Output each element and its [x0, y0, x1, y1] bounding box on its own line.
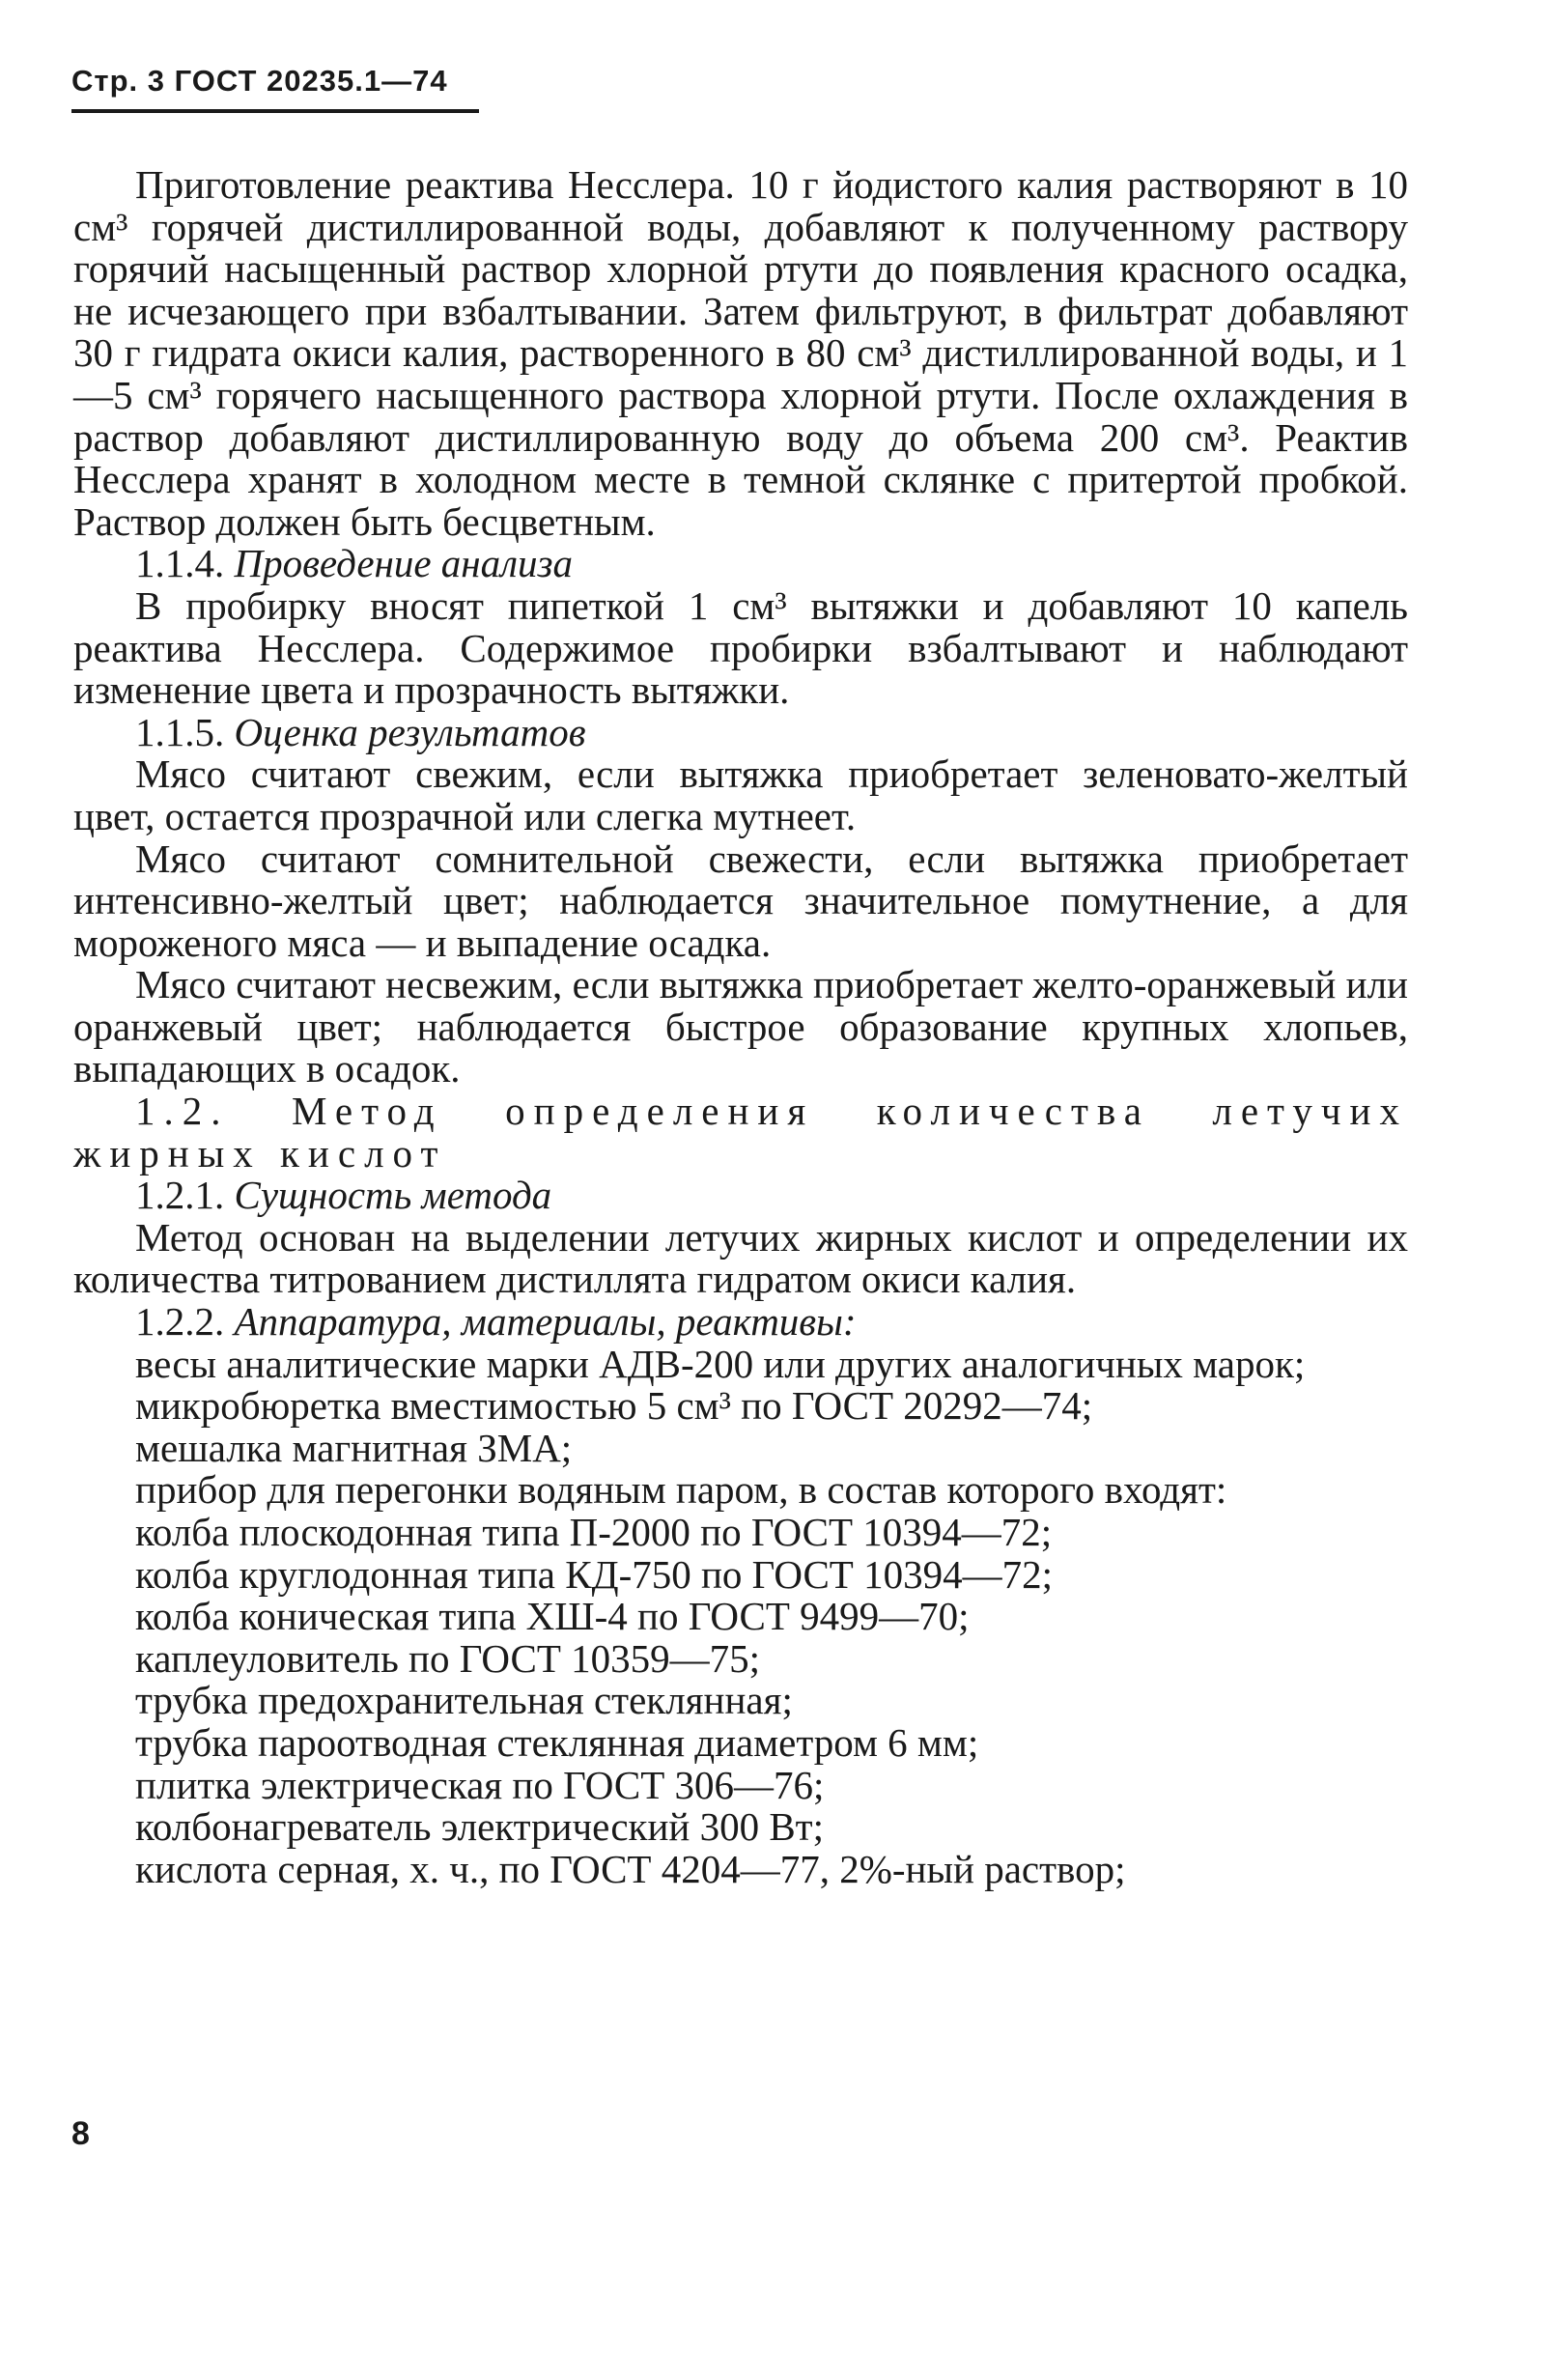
list-item: каплеуловитель по ГОСТ 10359—75;	[135, 1635, 761, 1681]
section-heading-1-2-line2: жирных кислот	[73, 1130, 447, 1176]
paragraph-nessler-preparation: Приготовление реактива Несслера. 10 г йодистого калия растворяют в 10 см³ горячей дистиллированной воды, добавляют к полученному раствору горячий насыщенный раствор хлорной ртути до появления красного осадка, не исчезающего при взбалтывании. Затем фильтруют, в фильтрат добавляют 30 г гидрата окиси калия, растворенного в 80 см³ дистиллированной воды, и 1—5 см³ горячего насыщенного раствора хлорной ртути. После охлаждения в раствор добавляют дистиллированную воду до объема 200 см³. Реактив Несслера хранят в холодном месте в темной склянке с притертой пробкой. Раствор должен быть бесцветным.	[73, 162, 1408, 544]
list-item: весы аналитические марки АДВ-200 или других аналогичных марок;	[135, 1341, 1306, 1386]
list-item: мешалка магнитная ЗМА;	[135, 1425, 573, 1470]
section-title: Оценка результатов	[234, 709, 586, 754]
list-item: колба коническая типа ХШ-4 по ГОСТ 9499—70;	[135, 1594, 970, 1639]
list-item: колба плоскодонная типа П-2000 по ГОСТ 10394—72;	[135, 1510, 1053, 1554]
page-header: Стр. 3 ГОСТ 20235.1—74	[71, 64, 448, 98]
paragraph-method-essence: Метод основан на выделении летучих жирных кислот и определении их количества титрованием дистиллята гидратом окиси калия.	[73, 1214, 1408, 1302]
document-body	[73, 164, 1408, 1890]
page-number: 8	[71, 2115, 90, 2152]
section-heading-1-2-2	[73, 1301, 1408, 1344]
list-item: трубка пароотводная стеклянная диаметром 6 мм;	[135, 1719, 979, 1765]
list-item: трубка предохранительная стеклянная;	[135, 1678, 793, 1723]
section-heading-1-1-4	[73, 543, 1408, 585]
list-item: прибор для перегонки водяным паром, в состав которого входят:	[135, 1467, 1227, 1513]
section-heading-1-2-line1: 1.2. Метод определения количества летучих	[135, 1089, 1408, 1134]
list-item: колба круглодонная типа КД-750 по ГОСТ 10394—72;	[135, 1551, 1053, 1597]
section-heading-1-2-1	[73, 1175, 1408, 1217]
header-rule	[71, 109, 479, 113]
list-item: колбонагреватель электрический 300 Вт;	[135, 1804, 824, 1850]
paragraph-fresh: Мясо считают свежим, если вытяжка приобретает зеленовато-желтый цвет, остается прозрачной или слегка мутнеет.	[73, 751, 1408, 838]
section-title: Аппаратура, материалы, реактивы:	[234, 1299, 857, 1345]
section-number: 1.1.5.	[135, 709, 225, 754]
section-heading-1-1-5	[73, 709, 1408, 754]
list-item: плитка электрическая по ГОСТ 306—76;	[135, 1762, 825, 1807]
section-number: 1.2.2.	[135, 1299, 225, 1345]
section-title: Сущность метода	[234, 1173, 552, 1218]
section-number: 1.1.4.	[135, 541, 225, 586]
section-number: 1.2.1.	[135, 1173, 225, 1218]
paragraph-analysis: В пробирку вносят пипеткой 1 см³ вытяжки и добавляют 10 капель реактива Несслера. Содержимое пробирки взбалтывают и наблюдают изменение цвета и прозрачность вытяжки.	[73, 582, 1408, 713]
list-item: кислота серная, х. ч., по ГОСТ 4204—77, 2%-ный раствор;	[135, 1846, 1126, 1891]
paragraph-doubtful: Мясо считают сомнительной свежести, если вытяжка приобретает интенсивно-желтый цвет; наблюдается значительное помутнение, а для мороженого мяса — и выпадение осадка.	[73, 836, 1408, 965]
paragraph-spoiled: Мясо считают несвежим, если вытяжка приобретает желто-оранжевый или оранжевый цвет; наблюдается быстрое образование крупных хлопьев, выпадающих в осадок.	[73, 962, 1408, 1091]
section-title: Проведение анализа	[234, 541, 574, 586]
list-item: микробюретка вместимостью 5 см³ по ГОСТ 20292—74;	[135, 1383, 1093, 1429]
